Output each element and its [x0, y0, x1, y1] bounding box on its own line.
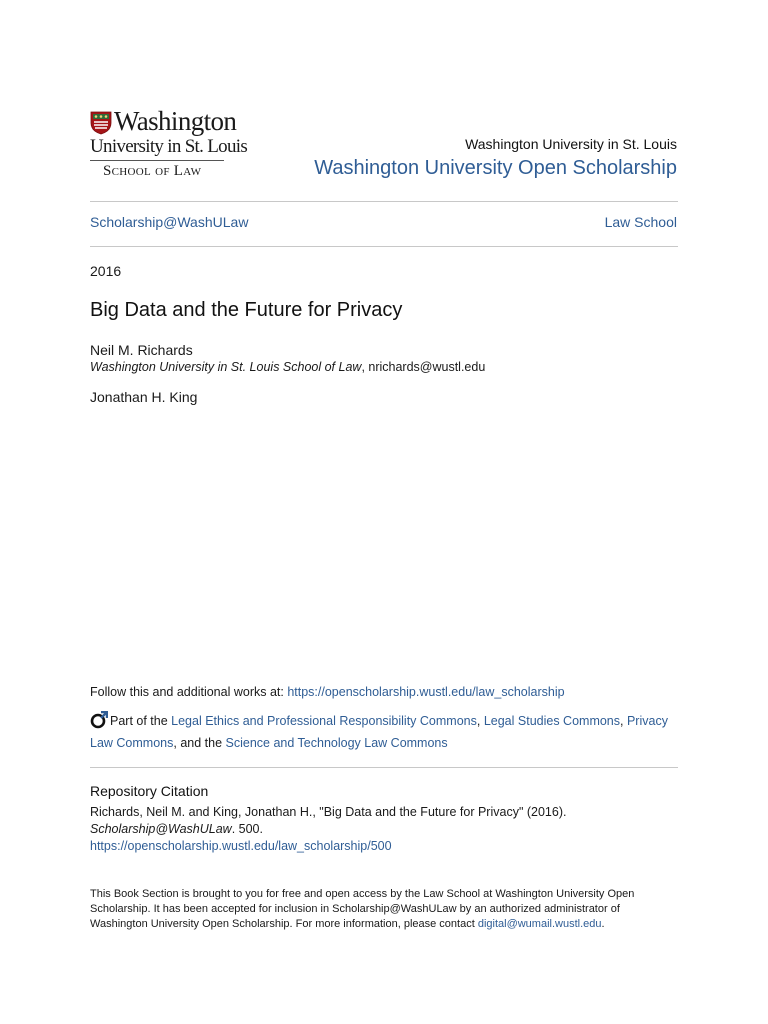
university-shield-icon	[90, 111, 112, 135]
affiliation-text: Washington University in St. Louis School of Law	[90, 360, 362, 374]
institution-name: Washington University in St. Louis	[465, 136, 677, 152]
document-title: Big Data and the Future for Privacy	[90, 299, 403, 321]
follow-line	[90, 685, 565, 699]
breadcrumb-law-school-link[interactable]: Law School	[604, 214, 677, 230]
legal-ethics-commons-link[interactable]: Legal Ethics and Professional Responsibility Commons	[171, 714, 477, 728]
citation-journal	[90, 822, 263, 836]
law-scholarship-link[interactable]: https://openscholarship.wustl.edu/law_scholarship	[287, 685, 565, 699]
divider-citation	[90, 767, 678, 768]
journal-name: Scholarship@WashULaw	[90, 822, 232, 836]
logo-line-school-of-law: School of Law	[103, 163, 202, 179]
separator: , and the	[173, 736, 226, 750]
privacy-law-commons-link[interactable]: Privacy Law Commons	[90, 714, 668, 750]
access-notice	[90, 887, 670, 932]
contact-email-link[interactable]: digital@wumail.wustl.edu	[477, 918, 602, 930]
access-notice-end: .	[601, 918, 605, 930]
author-name: Jonathan H. King	[90, 389, 198, 405]
school-of-law-logo	[90, 106, 248, 184]
logo-divider	[90, 160, 224, 161]
science-technology-law-commons-link[interactable]: Science and Technology Law Commons	[225, 736, 448, 750]
network-commons-icon	[90, 711, 108, 729]
divider-top	[90, 201, 678, 202]
divider-nav	[90, 246, 678, 247]
separator: ,	[476, 714, 484, 728]
citation-url-link[interactable]: https://openscholarship.wustl.edu/law_scholarship/500	[90, 839, 392, 853]
citation-number: . 500.	[231, 822, 263, 836]
author-affiliation	[90, 360, 485, 374]
author-name: Neil M. Richards	[90, 342, 193, 358]
repository-link[interactable]: Washington University Open Scholarship	[314, 157, 677, 179]
logo-line-university: University in St. Louis	[90, 136, 248, 157]
publication-year: 2016	[90, 263, 122, 279]
access-notice-text: This Book Section is brought to you for free and open access by the Law School at Washington University Open Scholarship. It has been accepted for inclusion in Scholarship@WashULaw by an authorized administrator of Washington University Open Scholarship. For more information, please contact	[90, 888, 635, 930]
author-email: , nrichards@wustl.edu	[361, 360, 486, 374]
follow-text: Follow this and additional works at:	[90, 685, 288, 699]
legal-studies-commons-link[interactable]: Legal Studies Commons	[483, 714, 621, 728]
separator: ,	[620, 714, 627, 728]
citation-text: Richards, Neil M. and King, Jonathan H., "Big Data and the Future for Privacy" (2016).	[90, 805, 567, 819]
breadcrumb-scholarship-link[interactable]: Scholarship@WashULaw	[90, 214, 249, 230]
part-of-commons	[90, 710, 680, 754]
citation-heading: Repository Citation	[90, 783, 209, 799]
part-of-prefix: Part of the	[110, 714, 172, 728]
logo-line-washington: Washington	[114, 106, 237, 136]
